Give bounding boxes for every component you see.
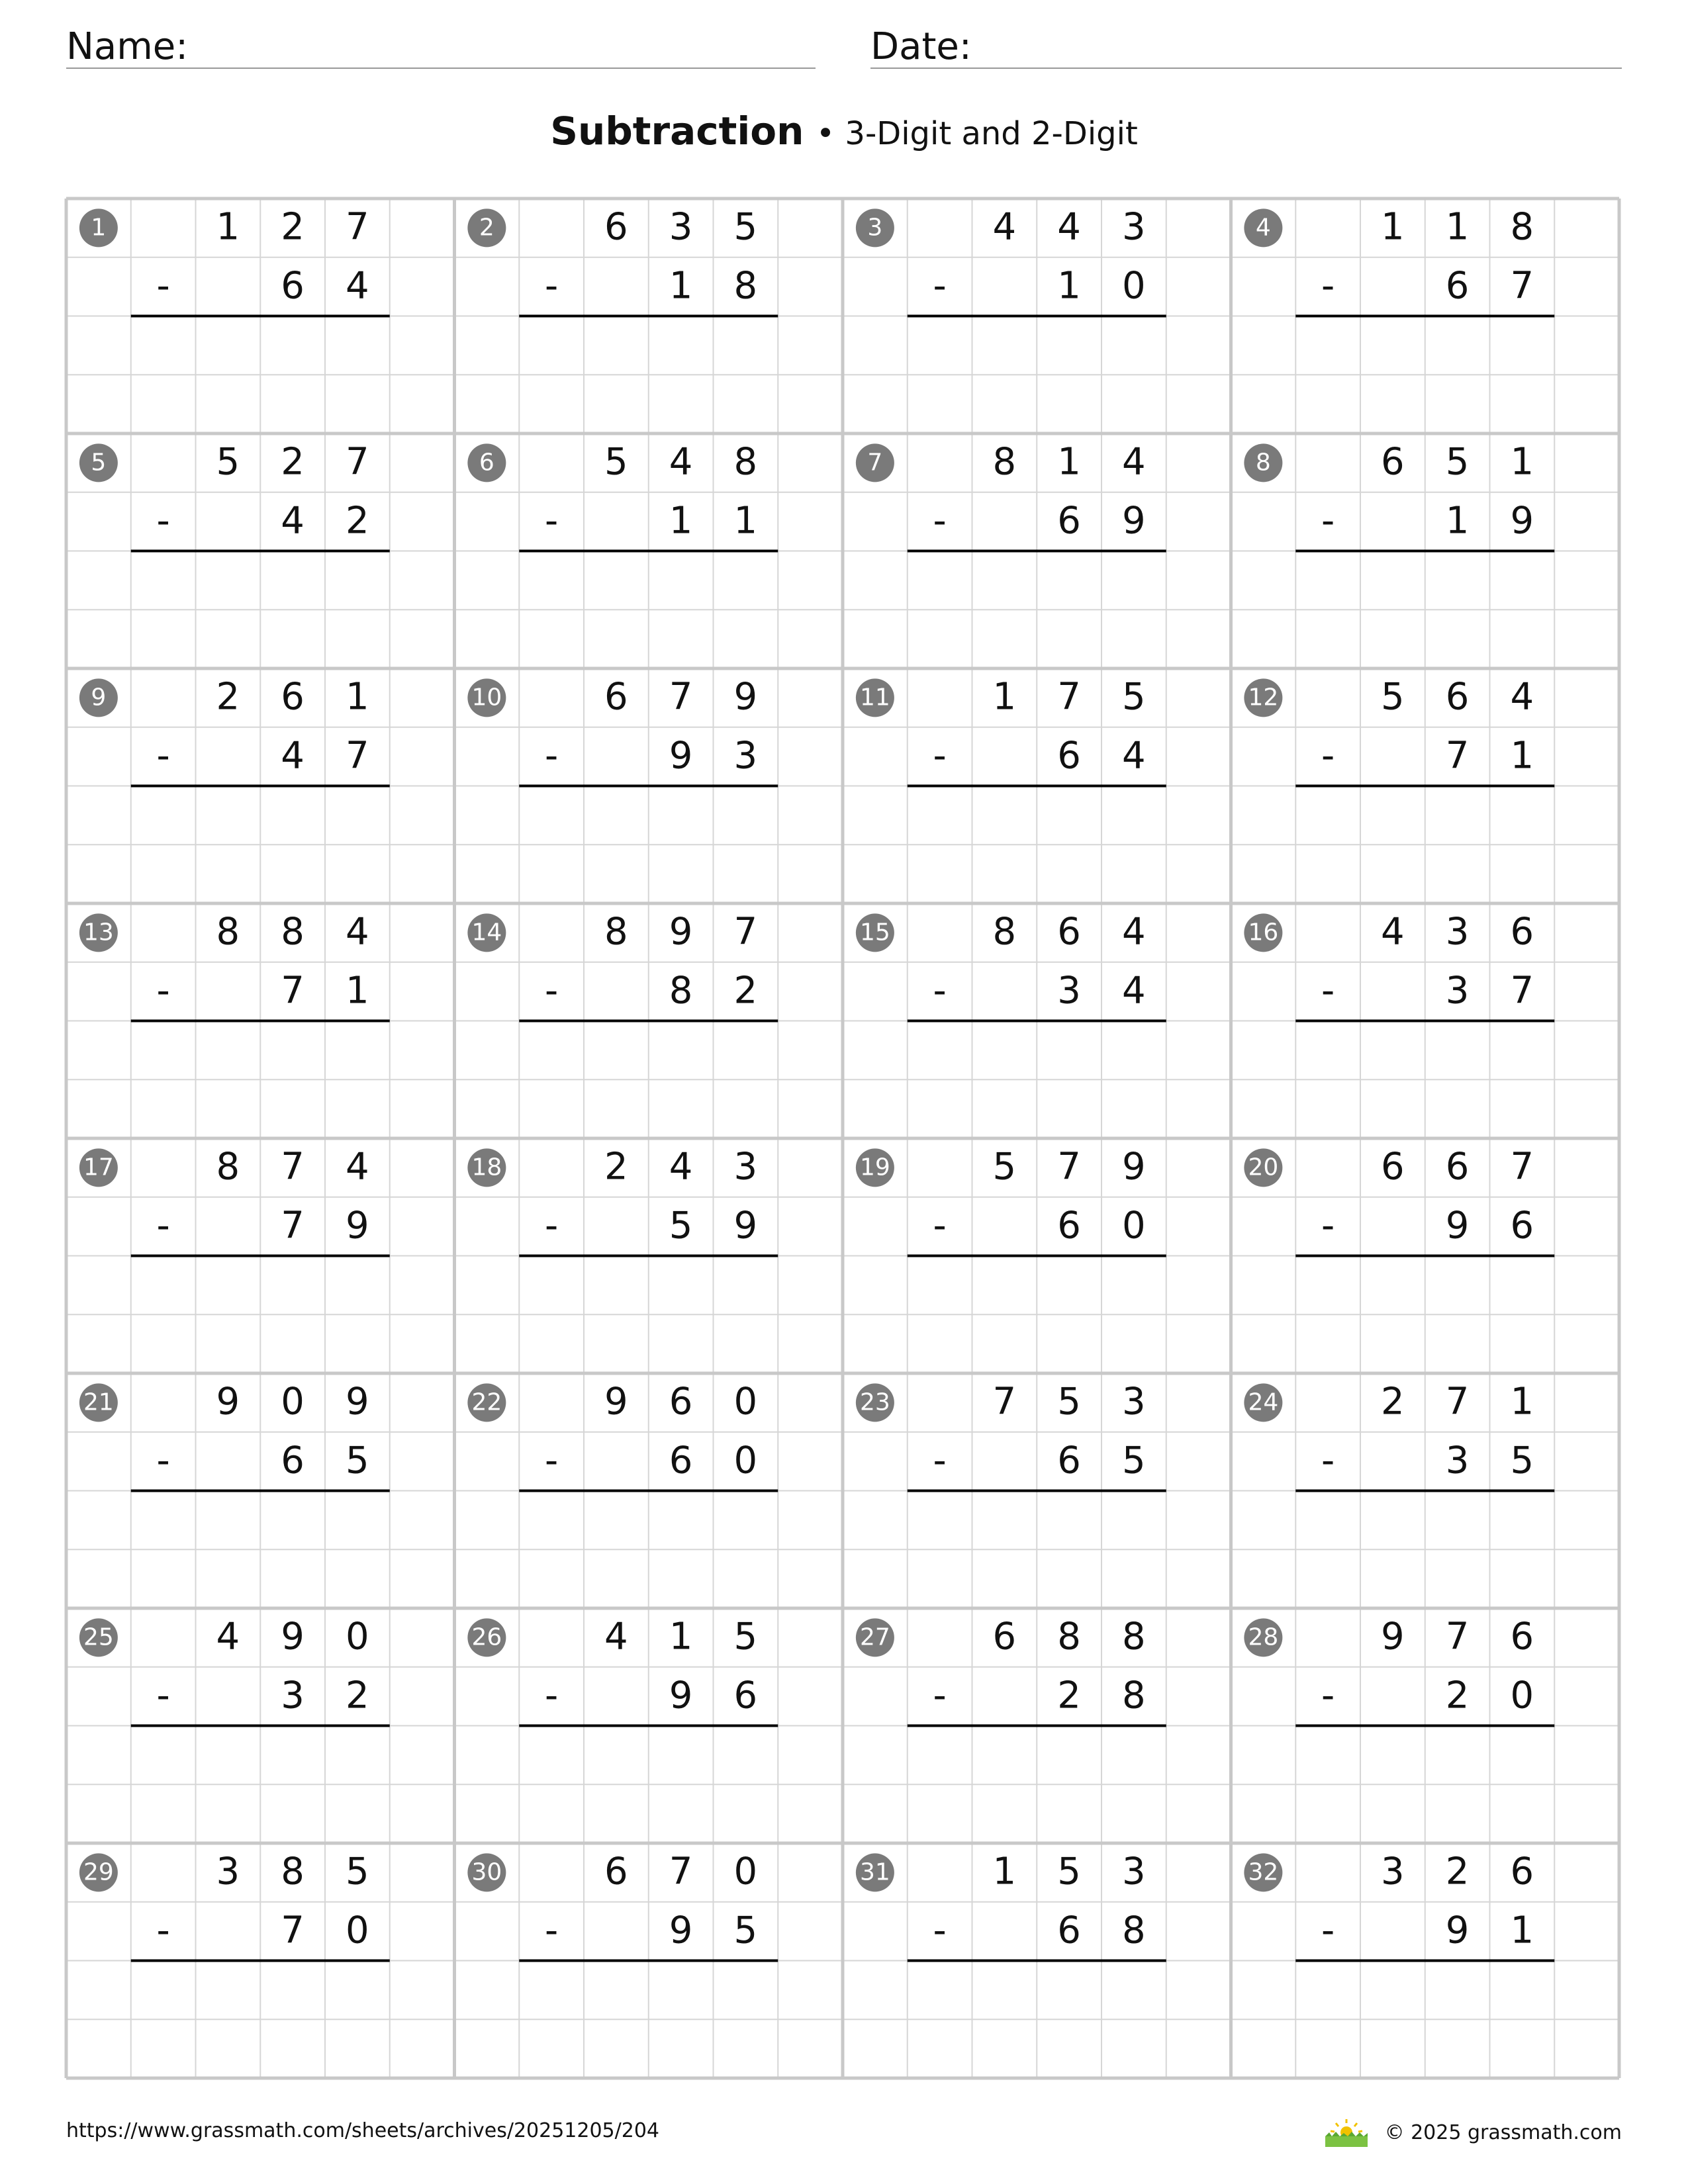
minuend-digit: 4 <box>604 1615 628 1659</box>
minuend-digit: 1 <box>346 675 369 719</box>
problem <box>467 1381 778 1550</box>
problem <box>79 911 390 1080</box>
problem-number: 20 <box>1248 1154 1279 1181</box>
minus-sign: - <box>933 969 947 1013</box>
subtrahend-digit: 0 <box>1122 1204 1146 1248</box>
minuend-digit: 8 <box>992 910 1017 954</box>
problem <box>467 676 778 845</box>
answer-area[interactable] <box>519 786 778 845</box>
minus-sign: - <box>933 1439 947 1482</box>
minuend-digit: 7 <box>733 910 758 954</box>
minuend-digit: 4 <box>1381 910 1405 954</box>
subtrahend-digit: 0 <box>733 1439 758 1482</box>
minuend-digit: 1 <box>1381 205 1405 249</box>
problem-number: 11 <box>859 684 890 711</box>
subtrahend-digit: 8 <box>1122 1909 1146 1952</box>
subtrahend-digit: 6 <box>281 1439 305 1482</box>
subtrahend-digit: 9 <box>1445 1204 1470 1248</box>
problem-number: 21 <box>83 1388 114 1416</box>
subtrahend-digit: 5 <box>346 1439 369 1482</box>
answer-area[interactable] <box>1295 786 1554 845</box>
minus-sign: - <box>1321 969 1335 1013</box>
minuend-digit: 1 <box>1510 440 1534 484</box>
problem <box>856 1615 1166 1785</box>
minuend-digit: 3 <box>1122 1850 1146 1893</box>
minuend-digit: 5 <box>992 1145 1017 1189</box>
subtrahend-digit: 8 <box>1122 1674 1146 1717</box>
problem <box>856 1146 1166 1315</box>
minuend-digit: 9 <box>669 910 693 954</box>
problem <box>1244 1146 1554 1315</box>
minuend-digit: 3 <box>669 205 693 249</box>
problem <box>1244 1381 1554 1550</box>
minuend-digit: 1 <box>992 675 1017 719</box>
minus-sign: - <box>1321 734 1335 778</box>
subtrahend-digit: 9 <box>1122 499 1146 543</box>
subtrahend-digit: 6 <box>1510 1204 1534 1248</box>
answer-area[interactable] <box>908 1491 1166 1550</box>
answer-area[interactable] <box>519 1961 778 2020</box>
minuend-digit: 3 <box>733 1145 758 1189</box>
minuend-digit: 4 <box>346 910 369 954</box>
problem <box>79 1146 390 1315</box>
minuend-digit: 8 <box>281 910 305 954</box>
minuend-digit: 0 <box>346 1615 369 1659</box>
minuend-digit: 6 <box>1510 1850 1534 1893</box>
problem-number: 32 <box>1248 1858 1279 1886</box>
subtrahend-digit: 4 <box>1122 734 1146 778</box>
minuend-digit: 7 <box>281 1145 305 1189</box>
minuend-digit: 0 <box>733 1380 758 1424</box>
subtrahend-digit: 2 <box>1445 1674 1470 1717</box>
title-sub: • 3-Digit and 2-Digit <box>816 115 1138 152</box>
minus-sign: - <box>156 734 170 778</box>
subtrahend-digit: 5 <box>733 1909 758 1952</box>
minuend-digit: 4 <box>1057 205 1081 249</box>
problem-number: 10 <box>471 684 502 711</box>
problem <box>856 441 1166 610</box>
subtrahend-digit: 2 <box>733 969 758 1013</box>
problem-number: 9 <box>91 684 107 711</box>
subtrahend-digit: 9 <box>669 1674 693 1717</box>
minuend-digit: 5 <box>604 440 628 484</box>
subtrahend-digit: 7 <box>1445 734 1470 778</box>
problem <box>1244 1850 1554 2020</box>
subtrahend-digit: 5 <box>669 1204 693 1248</box>
problem <box>1244 1615 1554 1785</box>
problem-number: 23 <box>859 1388 890 1416</box>
minuend-digit: 7 <box>669 675 693 719</box>
answer-area[interactable] <box>1295 1961 1554 2020</box>
problem-number: 30 <box>471 1858 502 1886</box>
grass-sun-logo-icon <box>1324 2118 1369 2148</box>
minuend-digit: 3 <box>1445 910 1470 954</box>
subtrahend-digit: 9 <box>733 1204 758 1248</box>
problem-number: 17 <box>83 1154 114 1181</box>
minus-sign: - <box>156 1204 170 1248</box>
minuend-digit: 4 <box>992 205 1017 249</box>
subtrahend-digit: 5 <box>1510 1439 1534 1482</box>
problem-number: 19 <box>859 1154 890 1181</box>
minuend-digit: 4 <box>1122 440 1146 484</box>
minuend-digit: 5 <box>733 1615 758 1659</box>
subtrahend-digit: 2 <box>346 499 369 543</box>
subtrahend-digit: 4 <box>346 264 369 308</box>
subtrahend-digit: 1 <box>669 499 693 543</box>
subtrahend-digit: 8 <box>669 969 693 1013</box>
minuend-digit: 5 <box>733 205 758 249</box>
problem <box>856 1381 1166 1550</box>
minus-sign: - <box>545 969 559 1013</box>
subtrahend-digit: 3 <box>733 734 758 778</box>
problem-number: 1 <box>91 214 107 242</box>
subtrahend-digit: 5 <box>1122 1439 1146 1482</box>
minuend-digit: 8 <box>733 440 758 484</box>
problem <box>856 1850 1166 2020</box>
minuend-digit: 2 <box>216 675 240 719</box>
minuend-digit: 8 <box>216 1145 240 1189</box>
minuend-digit: 7 <box>346 205 369 249</box>
minuend-digit: 8 <box>1122 1615 1146 1659</box>
minus-sign: - <box>545 1674 559 1717</box>
answer-area[interactable] <box>908 1726 1166 1785</box>
problem-number: 7 <box>867 449 883 477</box>
subtrahend-digit: 7 <box>1510 264 1534 308</box>
subtrahend-digit: 1 <box>1057 264 1081 308</box>
subtrahend-digit: 1 <box>1510 734 1534 778</box>
subtrahend-digit: 2 <box>346 1674 369 1717</box>
minus-sign: - <box>156 1439 170 1482</box>
minuend-digit: 3 <box>1381 1850 1405 1893</box>
minuend-digit: 3 <box>1122 205 1146 249</box>
minus-sign: - <box>1321 264 1335 308</box>
minuend-digit: 1 <box>1445 205 1470 249</box>
minuend-digit: 6 <box>1057 910 1081 954</box>
minuend-digit: 8 <box>992 440 1017 484</box>
minuend-digit: 4 <box>216 1615 240 1659</box>
minuend-digit: 2 <box>1381 1380 1405 1424</box>
problem <box>467 1615 778 1785</box>
problem-number: 22 <box>471 1388 502 1416</box>
minuend-digit: 8 <box>281 1850 305 1893</box>
subtrahend-digit: 1 <box>1510 1909 1534 1952</box>
subtrahend-digit: 9 <box>669 1909 693 1952</box>
minuend-digit: 8 <box>1057 1615 1081 1659</box>
minuend-digit: 7 <box>346 440 369 484</box>
subtrahend-digit: 9 <box>1445 1909 1470 1952</box>
minus-sign: - <box>156 499 170 543</box>
answer-area[interactable] <box>1295 551 1554 610</box>
subtrahend-digit: 1 <box>346 969 369 1013</box>
answer-area[interactable] <box>908 551 1166 610</box>
problem <box>856 911 1166 1080</box>
minuend-digit: 6 <box>992 1615 1017 1659</box>
subtrahend-digit: 6 <box>281 264 305 308</box>
minuend-digit: 5 <box>1381 675 1405 719</box>
minuend-digit: 7 <box>1510 1145 1534 1189</box>
minuend-digit: 6 <box>1510 910 1534 954</box>
minuend-digit: 5 <box>346 1850 369 1893</box>
subtrahend-digit: 7 <box>281 969 305 1013</box>
problem <box>1244 676 1554 845</box>
subtrahend-digit: 9 <box>669 734 693 778</box>
problem <box>856 676 1166 845</box>
subtrahend-digit: 2 <box>1057 1674 1081 1717</box>
problem-number: 2 <box>479 214 494 242</box>
problem <box>79 441 390 610</box>
answer-area[interactable] <box>131 1961 390 2020</box>
minuend-digit: 7 <box>1445 1615 1470 1659</box>
minuend-digit: 6 <box>1510 1615 1534 1659</box>
minuend-digit: 6 <box>604 675 628 719</box>
minuend-digit: 6 <box>604 1850 628 1893</box>
footer-brand <box>1324 2118 1622 2148</box>
problem <box>467 206 778 375</box>
minuend-digit: 5 <box>1057 1850 1081 1893</box>
minuend-digit: 1 <box>1057 440 1081 484</box>
name-label: Name: <box>66 25 189 68</box>
minus-sign: - <box>545 1909 559 1952</box>
minuend-digit: 1 <box>669 1615 693 1659</box>
minuend-digit: 9 <box>1122 1145 1146 1189</box>
minus-sign: - <box>933 734 947 778</box>
minuend-digit: 6 <box>1445 1145 1470 1189</box>
answer-area[interactable] <box>1295 1726 1554 1785</box>
problem-number: 29 <box>83 1858 114 1886</box>
minus-sign: - <box>545 499 559 543</box>
minuend-digit: 5 <box>1445 440 1470 484</box>
minus-sign: - <box>156 264 170 308</box>
subtrahend-digit: 3 <box>281 1674 305 1717</box>
subtrahend-digit: 4 <box>281 499 305 543</box>
minus-sign: - <box>933 1674 947 1717</box>
problem <box>467 441 778 610</box>
problem-number: 24 <box>1248 1388 1279 1416</box>
problem-number: 26 <box>471 1623 502 1651</box>
minuend-digit: 1 <box>216 205 240 249</box>
answer-area[interactable] <box>519 316 778 375</box>
minuend-digit: 5 <box>1122 675 1146 719</box>
answer-area[interactable] <box>519 1021 778 1080</box>
subtrahend-digit: 0 <box>1510 1674 1534 1717</box>
subtrahend-digit: 6 <box>733 1674 758 1717</box>
minuend-digit: 4 <box>669 1145 693 1189</box>
problem <box>79 1381 390 1550</box>
minuend-digit: 0 <box>733 1850 758 1893</box>
problem-number: 5 <box>91 449 107 477</box>
subtrahend-digit: 6 <box>1057 1204 1081 1248</box>
minuend-digit: 4 <box>1510 675 1534 719</box>
minuend-digit: 9 <box>733 675 758 719</box>
problem <box>467 1850 778 2020</box>
problem <box>79 1615 390 1785</box>
answer-area[interactable] <box>1295 1491 1554 1550</box>
problem-number: 15 <box>859 919 890 946</box>
date-label: Date: <box>870 25 972 68</box>
subtrahend-digit: 3 <box>1445 969 1470 1013</box>
minus-sign: - <box>545 264 559 308</box>
answer-area[interactable] <box>131 316 390 375</box>
subtrahend-digit: 7 <box>281 1204 305 1248</box>
answer-area[interactable] <box>908 1021 1166 1080</box>
answer-area[interactable] <box>1295 1256 1554 1315</box>
subtrahend-digit: 6 <box>1057 1909 1081 1952</box>
subtrahend-digit: 8 <box>733 264 758 308</box>
minuend-digit: 6 <box>1381 1145 1405 1189</box>
minus-sign: - <box>1321 1204 1335 1248</box>
minus-sign: - <box>156 1674 170 1717</box>
minuend-digit: 9 <box>1381 1615 1405 1659</box>
subtrahend-digit: 6 <box>1057 1439 1081 1482</box>
answer-area[interactable] <box>131 1491 390 1550</box>
subtrahend-digit: 7 <box>1510 969 1534 1013</box>
minus-sign: - <box>545 734 559 778</box>
minus-sign: - <box>1321 499 1335 543</box>
subtrahend-digit: 4 <box>281 734 305 778</box>
minuend-digit: 9 <box>346 1380 369 1424</box>
problem <box>1244 911 1554 1080</box>
minuend-digit: 4 <box>346 1145 369 1189</box>
answer-area[interactable] <box>131 551 390 610</box>
answer-area[interactable] <box>908 786 1166 845</box>
minuend-digit: 7 <box>992 1380 1017 1424</box>
problem-number: 8 <box>1255 449 1271 477</box>
problem <box>79 206 390 375</box>
minuend-digit: 2 <box>1445 1850 1470 1893</box>
minus-sign: - <box>156 969 170 1013</box>
minuend-digit: 2 <box>281 440 305 484</box>
minuend-digit: 9 <box>216 1380 240 1424</box>
minuend-digit: 2 <box>281 205 305 249</box>
answer-area[interactable] <box>908 1256 1166 1315</box>
subtrahend-digit: 7 <box>346 734 369 778</box>
problem-number: 18 <box>471 1154 502 1181</box>
minuend-digit: 0 <box>281 1380 305 1424</box>
problem-number: 12 <box>1248 684 1279 711</box>
minuend-digit: 7 <box>1057 675 1081 719</box>
minuend-digit: 3 <box>1122 1380 1146 1424</box>
minuend-digit: 6 <box>669 1380 693 1424</box>
minuend-digit: 7 <box>1445 1380 1470 1424</box>
answer-area[interactable] <box>908 316 1166 375</box>
subtrahend-digit: 4 <box>1122 969 1146 1013</box>
problem-number: 16 <box>1248 919 1279 946</box>
problem-number: 13 <box>83 919 114 946</box>
minuend-digit: 4 <box>1122 910 1146 954</box>
answer-area[interactable] <box>519 1491 778 1550</box>
problem <box>1244 206 1554 375</box>
problem-number: 14 <box>471 919 502 946</box>
subtrahend-digit: 0 <box>1122 264 1146 308</box>
footer-copyright: © 2025 grassmath.com <box>1384 2121 1622 2144</box>
answer-area[interactable] <box>131 786 390 845</box>
minus-sign: - <box>545 1204 559 1248</box>
footer-url[interactable]: https://www.grassmath.com/sheets/archives/20251205/204 <box>66 2119 660 2142</box>
minus-sign: - <box>1321 1674 1335 1717</box>
subtrahend-digit: 0 <box>346 1909 369 1952</box>
subtrahend-digit: 9 <box>1510 499 1534 543</box>
minus-sign: - <box>933 1909 947 1952</box>
minuend-digit: 5 <box>1057 1380 1081 1424</box>
minuend-digit: 4 <box>669 440 693 484</box>
answer-area[interactable] <box>131 1256 390 1315</box>
subtrahend-digit: 3 <box>1445 1439 1470 1482</box>
subtrahend-digit: 6 <box>1057 499 1081 543</box>
minuend-digit: 1 <box>992 1850 1017 1893</box>
minuend-digit: 5 <box>216 440 240 484</box>
minuend-digit: 1 <box>1510 1380 1534 1424</box>
answer-area[interactable] <box>519 1726 778 1785</box>
problem-number: 3 <box>867 214 883 242</box>
minuend-digit: 8 <box>216 910 240 954</box>
subtrahend-digit: 6 <box>1445 264 1470 308</box>
answer-area[interactable] <box>131 1021 390 1080</box>
minus-sign: - <box>933 264 947 308</box>
problem-number: 28 <box>1248 1623 1279 1651</box>
answer-area[interactable] <box>519 1256 778 1315</box>
minuend-digit: 8 <box>604 910 628 954</box>
problem <box>467 1146 778 1315</box>
problem <box>467 911 778 1080</box>
answer-area[interactable] <box>908 1961 1166 2020</box>
answer-area[interactable] <box>1295 1021 1554 1080</box>
minuend-digit: 7 <box>1057 1145 1081 1189</box>
minus-sign: - <box>545 1439 559 1482</box>
problem <box>79 676 390 845</box>
minuend-digit: 6 <box>604 205 628 249</box>
problem <box>79 1850 390 2020</box>
minus-sign: - <box>933 499 947 543</box>
minuend-digit: 3 <box>216 1850 240 1893</box>
subtrahend-digit: 3 <box>1057 969 1081 1013</box>
problem-number: 4 <box>1255 214 1271 242</box>
problem <box>856 206 1166 375</box>
subtrahend-digit: 1 <box>669 264 693 308</box>
subtrahend-digit: 1 <box>1445 499 1470 543</box>
problem <box>1244 441 1554 610</box>
minuend-digit: 9 <box>281 1615 305 1659</box>
minuend-digit: 7 <box>669 1850 693 1893</box>
minuend-digit: 9 <box>604 1380 628 1424</box>
subtrahend-digit: 6 <box>669 1439 693 1482</box>
answer-area[interactable] <box>519 551 778 610</box>
minus-sign: - <box>1321 1439 1335 1482</box>
minuend-digit: 6 <box>1381 440 1405 484</box>
subtrahend-digit: 6 <box>1057 734 1081 778</box>
answer-area[interactable] <box>131 1726 390 1785</box>
minuend-digit: 6 <box>1445 675 1470 719</box>
problem-number: 31 <box>859 1858 890 1886</box>
problem-number: 27 <box>859 1623 890 1651</box>
minus-sign: - <box>156 1909 170 1952</box>
title-main: Subtraction <box>550 109 804 154</box>
minus-sign: - <box>933 1204 947 1248</box>
answer-area[interactable] <box>1295 316 1554 375</box>
subtrahend-digit: 7 <box>281 1909 305 1952</box>
minuend-digit: 6 <box>281 675 305 719</box>
problem-number: 6 <box>479 449 494 477</box>
problem-number: 25 <box>83 1623 114 1651</box>
subtrahend-digit: 9 <box>346 1204 369 1248</box>
minus-sign: - <box>1321 1909 1335 1952</box>
subtrahend-digit: 1 <box>733 499 758 543</box>
minuend-digit: 2 <box>604 1145 628 1189</box>
minuend-digit: 8 <box>1510 205 1534 249</box>
